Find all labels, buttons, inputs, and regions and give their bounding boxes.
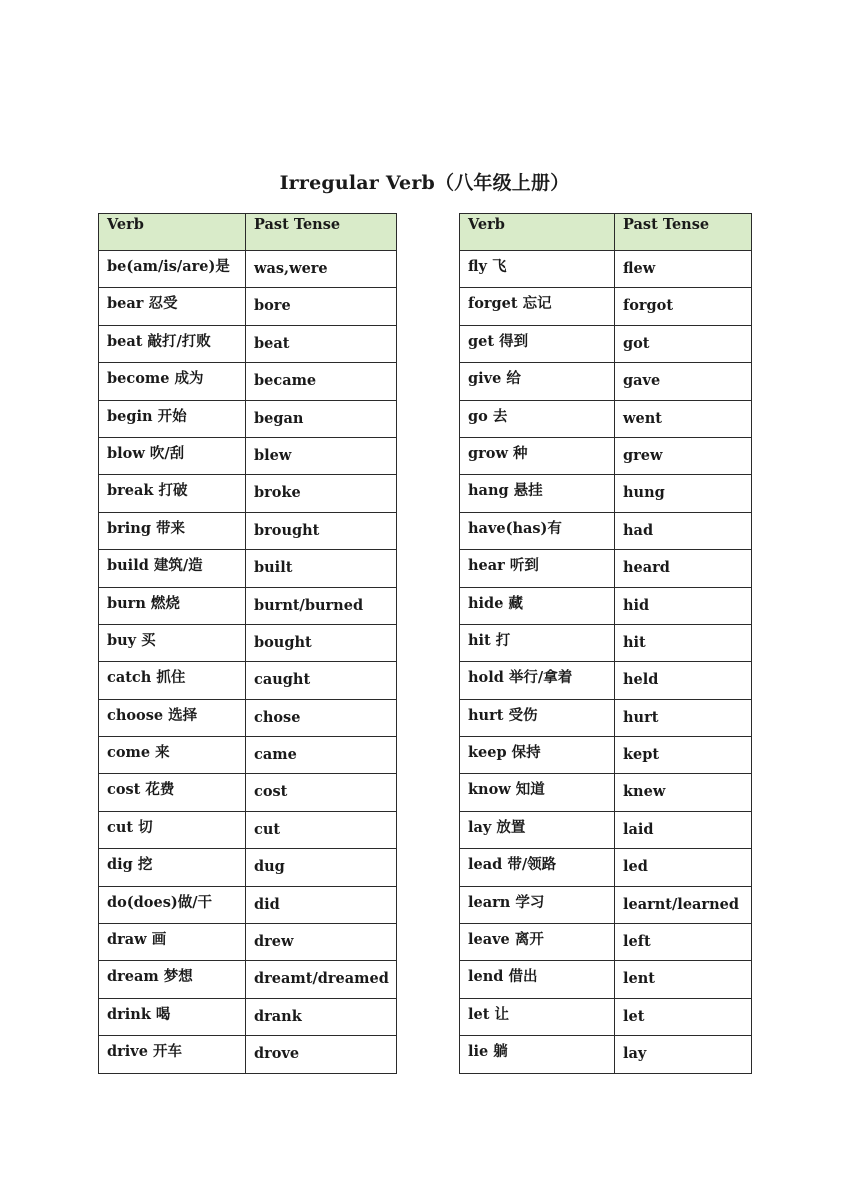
verb-cell: dream 梦想 <box>99 961 246 998</box>
verb-cell: do(does)做/干 <box>99 886 246 923</box>
table-row <box>99 624 397 661</box>
table-body <box>99 251 397 1074</box>
table-row <box>99 437 397 474</box>
verb-cell: catch 抓住 <box>99 662 246 699</box>
past-tense-cell: cut <box>246 811 397 848</box>
table-row <box>460 325 752 362</box>
verb-cell: begin 开始 <box>99 400 246 437</box>
verb-cell: drive 开车 <box>99 1036 246 1073</box>
table-row <box>99 288 397 325</box>
past-tense-cell: dreamt/dreamed <box>246 961 397 998</box>
verb-cell: buy 买 <box>99 624 246 661</box>
table-row <box>460 924 752 961</box>
table-row <box>99 699 397 736</box>
verb-cell: leave 离开 <box>460 924 615 961</box>
table-row <box>99 924 397 961</box>
verb-cell: choose 选择 <box>99 699 246 736</box>
verb-cell: bear 忍受 <box>99 288 246 325</box>
verb-cell: build 建筑/造 <box>99 550 246 587</box>
verb-table-right <box>459 213 752 1074</box>
table-row <box>460 288 752 325</box>
table-row <box>460 400 752 437</box>
table-row <box>99 886 397 923</box>
past-tense-cell: beat <box>246 325 397 362</box>
past-tense-cell: built <box>246 550 397 587</box>
verb-cell: hold 举行/拿着 <box>460 662 615 699</box>
table-row <box>460 475 752 512</box>
past-tense-cell: got <box>615 325 752 362</box>
verb-cell: blow 吹/刮 <box>99 437 246 474</box>
verb-cell: lay 放置 <box>460 811 615 848</box>
table-row <box>460 662 752 699</box>
table-row <box>99 662 397 699</box>
table-row <box>460 587 752 624</box>
table-row <box>99 998 397 1035</box>
verb-cell: learn 学习 <box>460 886 615 923</box>
table-row <box>99 811 397 848</box>
verb-cell: forget 忘记 <box>460 288 615 325</box>
verb-cell: be(am/is/are)是 <box>99 251 246 288</box>
past-tense-cell: laid <box>615 811 752 848</box>
past-tense-cell: gave <box>615 363 752 400</box>
table-row <box>460 774 752 811</box>
verb-cell: beat 敲打/打败 <box>99 325 246 362</box>
past-tense-cell: grew <box>615 437 752 474</box>
past-tense-cell: dug <box>246 849 397 886</box>
verb-cell: give 给 <box>460 363 615 400</box>
table-row <box>99 251 397 288</box>
verb-cell: hurt 受伤 <box>460 699 615 736</box>
past-tense-cell: went <box>615 400 752 437</box>
table-row <box>460 437 752 474</box>
table-row <box>460 737 752 774</box>
verb-cell: dig 挖 <box>99 849 246 886</box>
table-row <box>460 998 752 1035</box>
past-tense-cell: lent <box>615 961 752 998</box>
table-row <box>99 475 397 512</box>
verb-cell: burn 燃烧 <box>99 587 246 624</box>
verb-cell: fly 飞 <box>460 251 615 288</box>
verb-cell: let 让 <box>460 998 615 1035</box>
past-tense-cell: was,were <box>246 251 397 288</box>
table-row <box>99 849 397 886</box>
past-tense-cell: became <box>246 363 397 400</box>
past-tense-cell: bought <box>246 624 397 661</box>
verb-cell: go 去 <box>460 400 615 437</box>
table-row <box>99 363 397 400</box>
past-tense-cell: bore <box>246 288 397 325</box>
past-tense-cell: led <box>615 849 752 886</box>
column-header-verb: Verb <box>460 214 615 251</box>
past-tense-cell: lay <box>615 1036 752 1073</box>
past-tense-cell: cost <box>246 774 397 811</box>
past-tense-cell: forgot <box>615 288 752 325</box>
past-tense-cell: broke <box>246 475 397 512</box>
table-body <box>460 251 752 1074</box>
table-row <box>99 961 397 998</box>
verb-cell: hang 悬挂 <box>460 475 615 512</box>
past-tense-cell: chose <box>246 699 397 736</box>
table-header-row <box>99 214 397 251</box>
verb-cell: know 知道 <box>460 774 615 811</box>
table-row <box>460 961 752 998</box>
table-row <box>460 624 752 661</box>
past-tense-cell: burnt/burned <box>246 587 397 624</box>
past-tense-cell: hid <box>615 587 752 624</box>
table-row <box>99 1036 397 1073</box>
table-row <box>460 699 752 736</box>
verb-cell: lie 躺 <box>460 1036 615 1073</box>
verb-cell: hear 听到 <box>460 550 615 587</box>
past-tense-cell: let <box>615 998 752 1035</box>
past-tense-cell: kept <box>615 737 752 774</box>
past-tense-cell: learnt/learned <box>615 886 752 923</box>
verb-cell: hide 藏 <box>460 587 615 624</box>
past-tense-cell: drew <box>246 924 397 961</box>
verb-cell: break 打破 <box>99 475 246 512</box>
table-row <box>99 737 397 774</box>
verb-cell: drink 喝 <box>99 998 246 1035</box>
past-tense-cell: drank <box>246 998 397 1035</box>
table-row <box>460 363 752 400</box>
table-row <box>460 550 752 587</box>
column-header-past-tense: Past Tense <box>615 214 752 251</box>
verb-table-left <box>98 213 397 1074</box>
table-row <box>99 774 397 811</box>
table-row <box>99 550 397 587</box>
table-row <box>99 400 397 437</box>
table-header-row <box>460 214 752 251</box>
table-row <box>460 251 752 288</box>
verb-cell: hit 打 <box>460 624 615 661</box>
table-row <box>460 512 752 549</box>
past-tense-cell: began <box>246 400 397 437</box>
past-tense-cell: flew <box>615 251 752 288</box>
verb-cell: cost 花费 <box>99 774 246 811</box>
verb-cell: draw 画 <box>99 924 246 961</box>
verb-cell: get 得到 <box>460 325 615 362</box>
past-tense-cell: drove <box>246 1036 397 1073</box>
past-tense-cell: hurt <box>615 699 752 736</box>
verb-cell: bring 带来 <box>99 512 246 549</box>
verb-cell: have(has)有 <box>460 512 615 549</box>
verb-cell: cut 切 <box>99 811 246 848</box>
past-tense-cell: left <box>615 924 752 961</box>
page-title: Irregular Verb（八年级上册） <box>279 172 570 194</box>
verb-cell: come 来 <box>99 737 246 774</box>
table-row <box>460 886 752 923</box>
past-tense-cell: blew <box>246 437 397 474</box>
past-tense-cell: hung <box>615 475 752 512</box>
past-tense-cell: brought <box>246 512 397 549</box>
table-row <box>99 325 397 362</box>
past-tense-cell: did <box>246 886 397 923</box>
verb-cell: lend 借出 <box>460 961 615 998</box>
past-tense-cell: knew <box>615 774 752 811</box>
verb-cell: grow 种 <box>460 437 615 474</box>
verb-cell: keep 保持 <box>460 737 615 774</box>
table-row <box>460 849 752 886</box>
column-header-past-tense: Past Tense <box>246 214 397 251</box>
table-row <box>460 1036 752 1073</box>
table-row <box>99 512 397 549</box>
table-row <box>99 587 397 624</box>
past-tense-cell: hit <box>615 624 752 661</box>
past-tense-cell: caught <box>246 662 397 699</box>
column-header-verb: Verb <box>99 214 246 251</box>
past-tense-cell: came <box>246 737 397 774</box>
verb-cell: lead 带/领路 <box>460 849 615 886</box>
past-tense-cell: heard <box>615 550 752 587</box>
past-tense-cell: had <box>615 512 752 549</box>
table-row <box>460 811 752 848</box>
past-tense-cell: held <box>615 662 752 699</box>
verb-cell: become 成为 <box>99 363 246 400</box>
